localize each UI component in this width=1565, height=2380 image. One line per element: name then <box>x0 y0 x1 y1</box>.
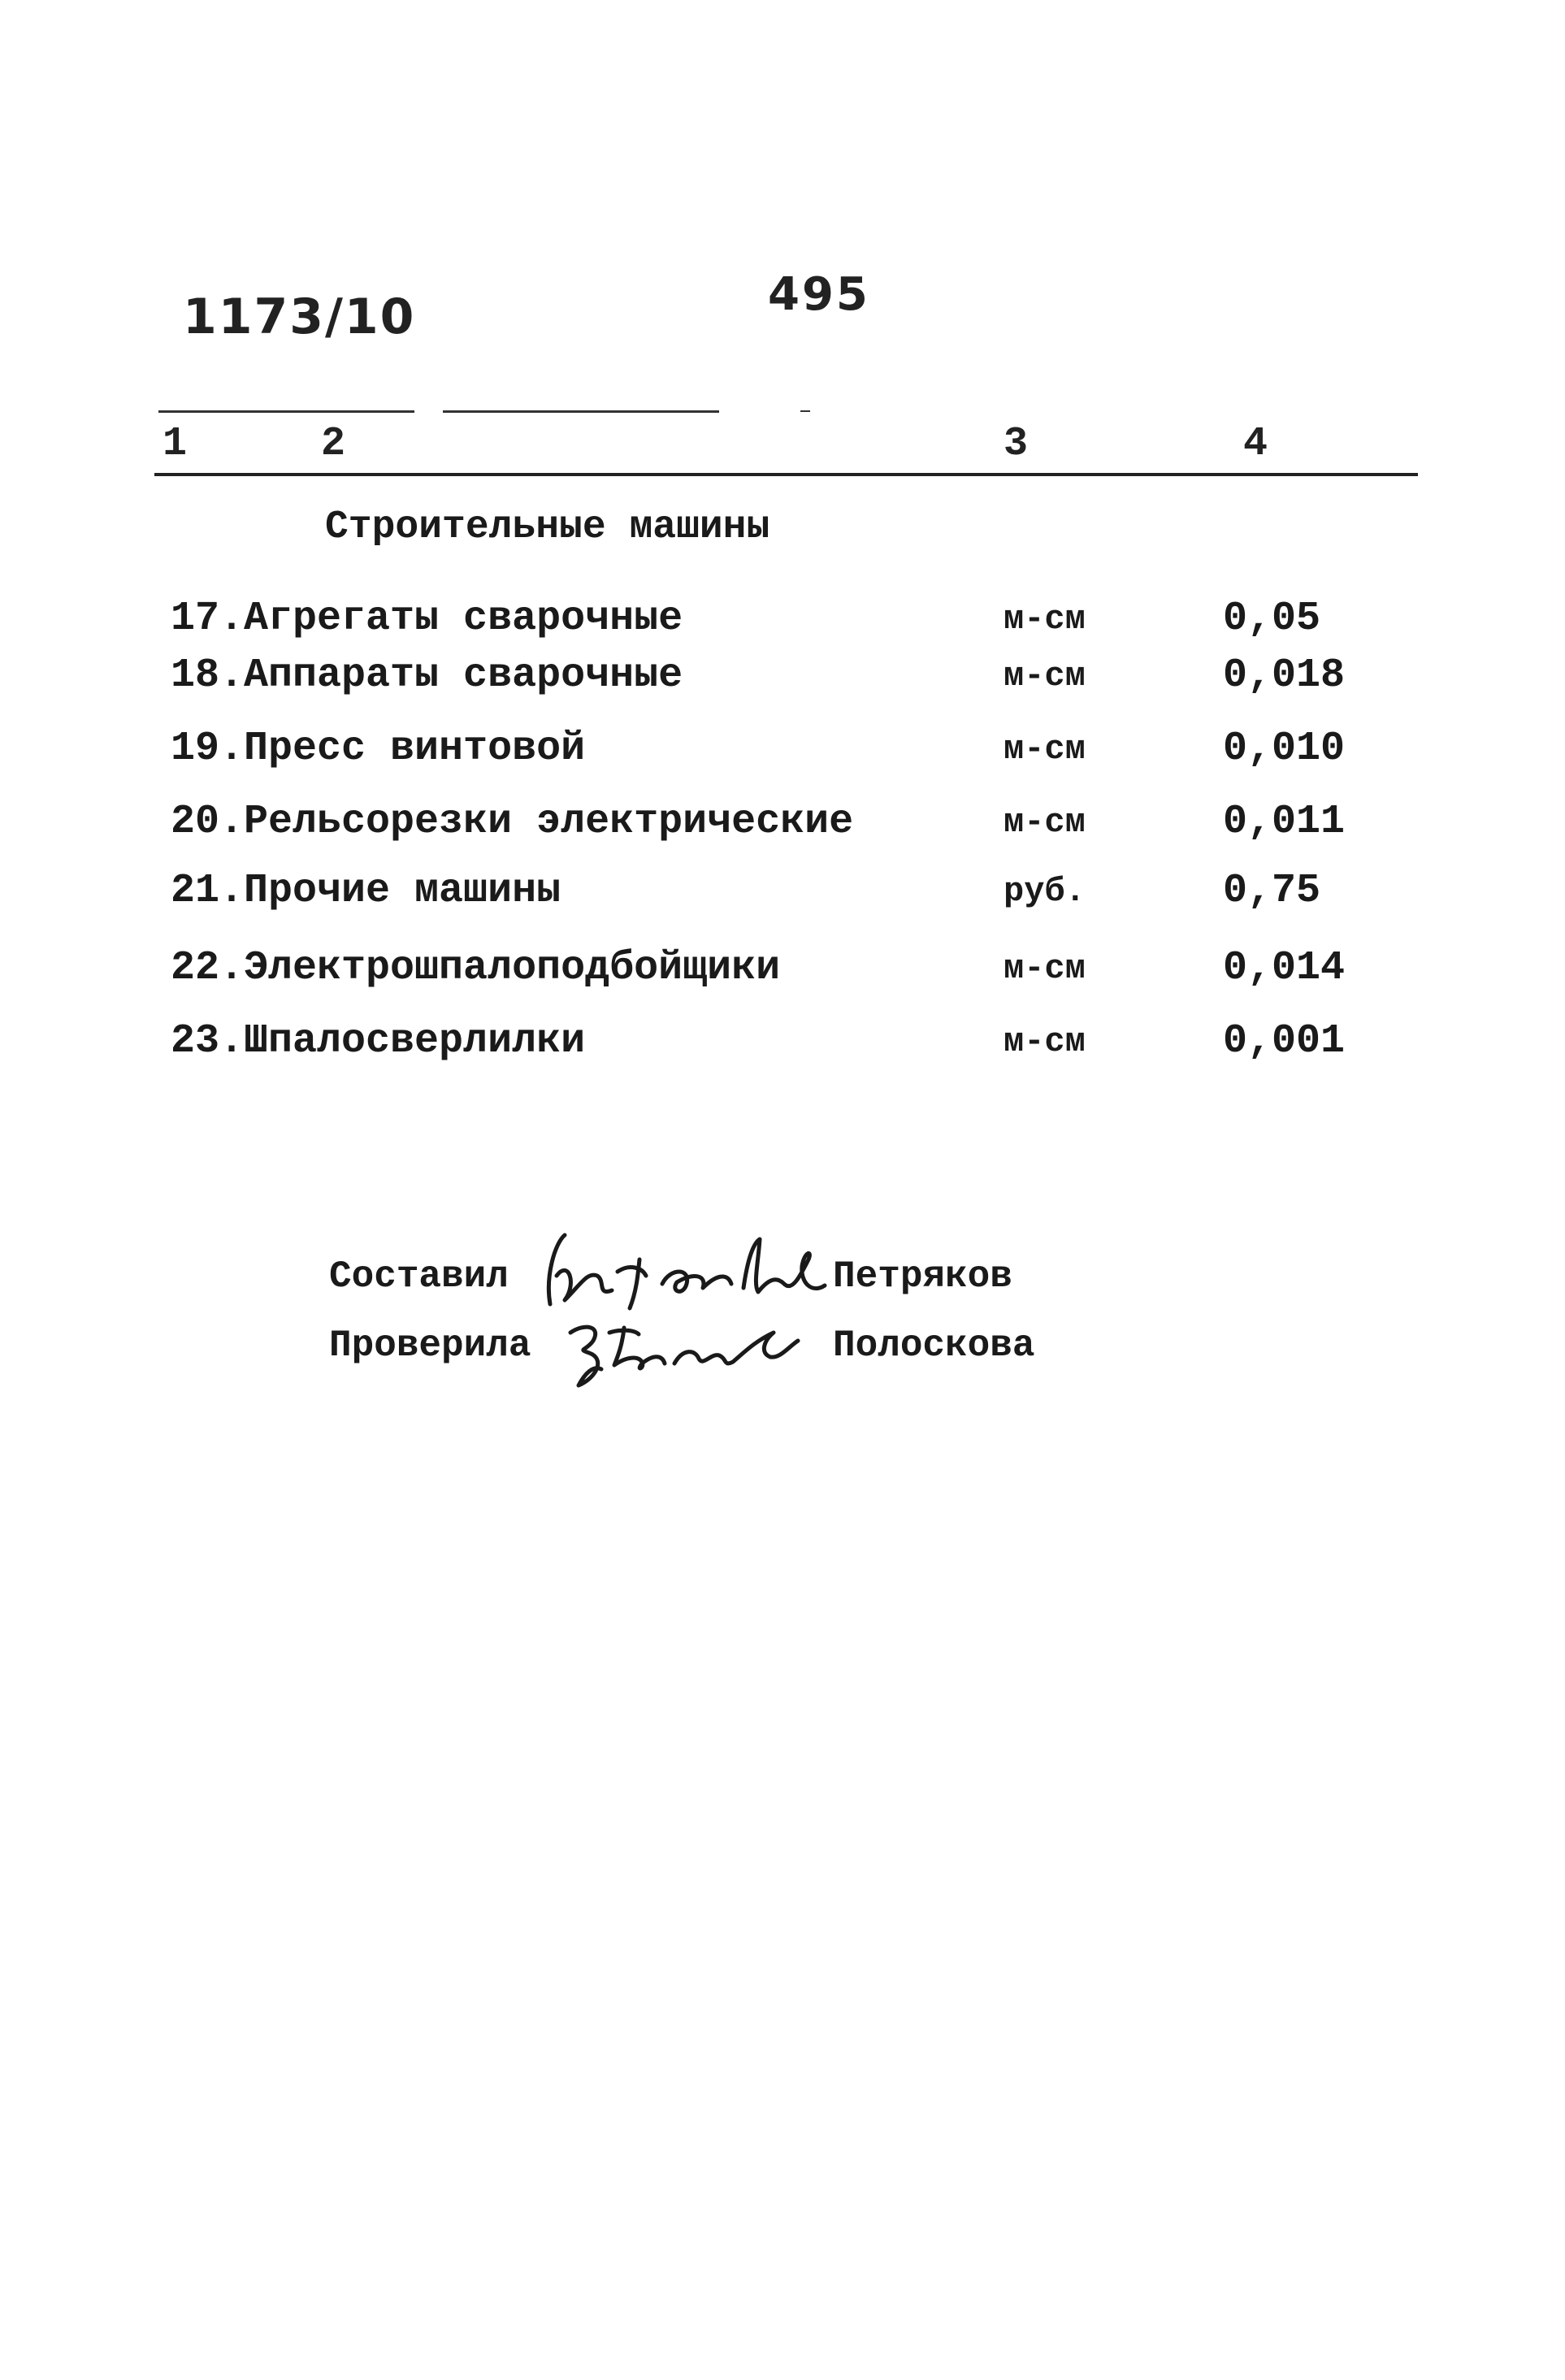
row-unit: м-см <box>1004 1022 1086 1061</box>
row-name: 20.Рельсорезки электрические <box>171 799 854 845</box>
row-value: 0,018 <box>1223 652 1346 699</box>
row-name: 19.Пресс винтовой <box>171 726 586 772</box>
column-header-1: 1 <box>163 421 188 467</box>
row-unit: м-см <box>1004 730 1086 769</box>
top-rule-middle <box>443 410 719 413</box>
checked-by-name: Полоскова <box>833 1324 1035 1367</box>
document-reference-number: 1173/10 <box>183 288 416 345</box>
row-value: 0,05 <box>1223 596 1321 642</box>
page-number: 495 <box>768 268 870 321</box>
row-unit: м-см <box>1004 803 1086 842</box>
row-unit: м-см <box>1004 600 1086 639</box>
row-value: 0,75 <box>1223 868 1321 914</box>
header-rule <box>154 473 1418 476</box>
checked-by-label: Проверила <box>329 1324 531 1367</box>
row-name: 21.Прочие машины <box>171 868 561 914</box>
compiler-signature <box>540 1227 833 1316</box>
compiled-by-label: Составил <box>329 1255 509 1298</box>
column-header-3: 3 <box>1004 421 1029 467</box>
row-value: 0,014 <box>1223 945 1346 991</box>
row-unit: руб. <box>1004 872 1086 911</box>
column-header-2: 2 <box>321 421 346 467</box>
row-value: 0,010 <box>1223 726 1346 772</box>
top-rule-left <box>158 410 414 413</box>
row-name: 23.Шпалосверлилки <box>171 1018 586 1064</box>
checker-signature <box>561 1308 804 1398</box>
row-value: 0,001 <box>1223 1018 1346 1064</box>
row-name: 17.Агрегаты сварочные <box>171 596 683 642</box>
row-unit: м-см <box>1004 949 1086 988</box>
row-value: 0,011 <box>1223 799 1346 845</box>
row-unit: м-см <box>1004 657 1086 696</box>
compiled-by-name: Петряков <box>833 1255 1012 1298</box>
row-name: 22.Электрошпалоподбойщики <box>171 945 781 991</box>
row-name: 18.Аппараты сварочные <box>171 652 683 699</box>
top-rule-dash <box>800 410 810 412</box>
section-title: Строительные машины <box>325 505 770 549</box>
column-header-4: 4 <box>1243 421 1268 467</box>
